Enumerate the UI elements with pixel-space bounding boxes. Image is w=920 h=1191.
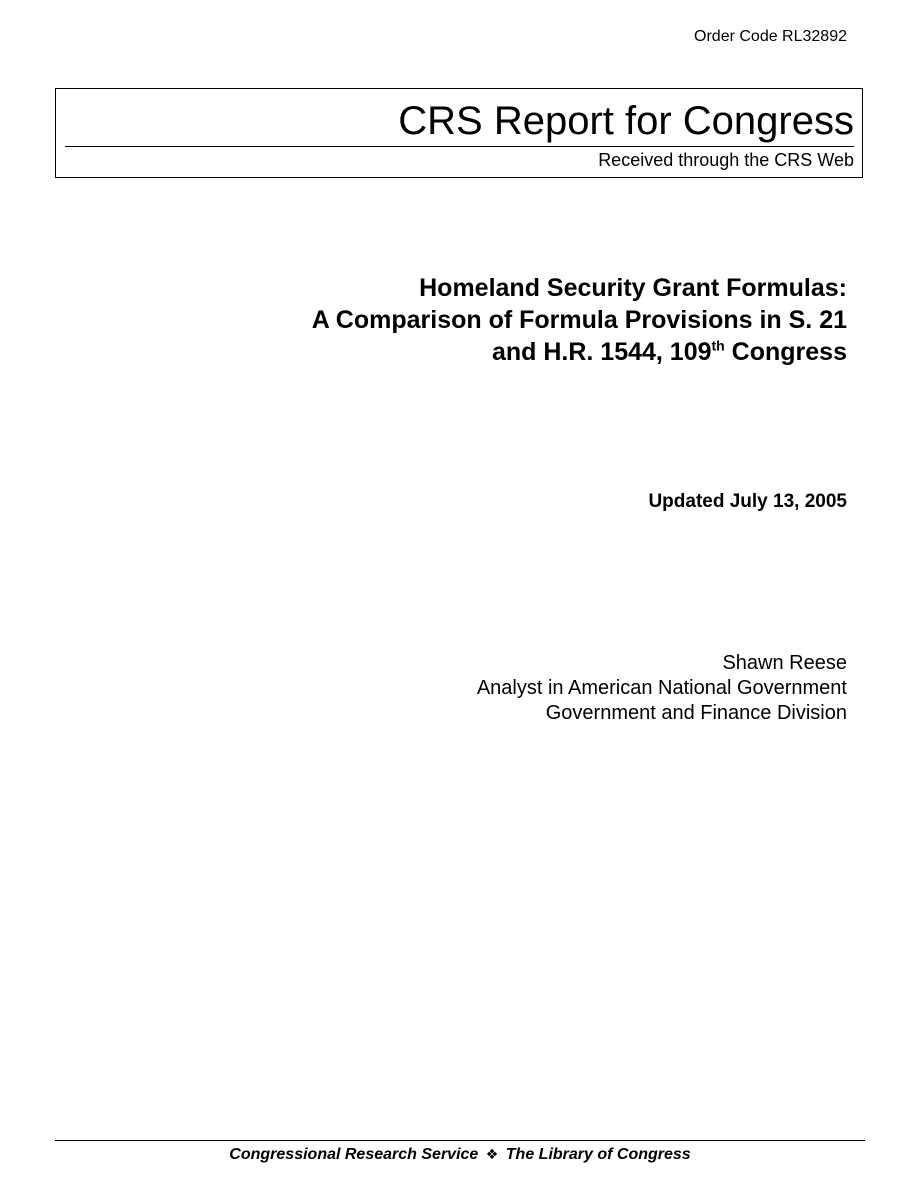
- header-divider: [65, 146, 854, 147]
- report-title: CRS Report for Congress: [398, 99, 854, 143]
- footer-crs: Congressional Research Service: [229, 1146, 479, 1163]
- footer-divider: [55, 1140, 865, 1141]
- author-division: Government and Finance Division: [545, 702, 847, 724]
- footer-loc: The Library of Congress: [505, 1146, 691, 1163]
- title-line-1: Homeland Security Grant Formulas:: [419, 274, 847, 302]
- updated-date: Updated July 13, 2005: [648, 491, 847, 512]
- document-title: [312, 272, 847, 368]
- diamond-icon: ❖: [485, 1146, 499, 1162]
- footer: [55, 1143, 865, 1166]
- title-line-3-end: Congress: [724, 338, 847, 366]
- title-line-2: A Comparison of Formula Provisions in S. 21: [311, 306, 847, 334]
- ordinal-suffix: th: [711, 337, 725, 354]
- author-name: Shawn Reese: [722, 652, 847, 674]
- order-code: Order Code RL32892: [694, 28, 847, 45]
- author-position: Analyst in American National Government: [476, 677, 847, 699]
- report-header: [55, 88, 863, 178]
- author-block: [477, 651, 847, 726]
- report-subtitle: Received through the CRS Web: [598, 150, 854, 170]
- title-line-3: [312, 336, 847, 368]
- title-line-3-main: and H.R. 1544, 109: [491, 338, 712, 366]
